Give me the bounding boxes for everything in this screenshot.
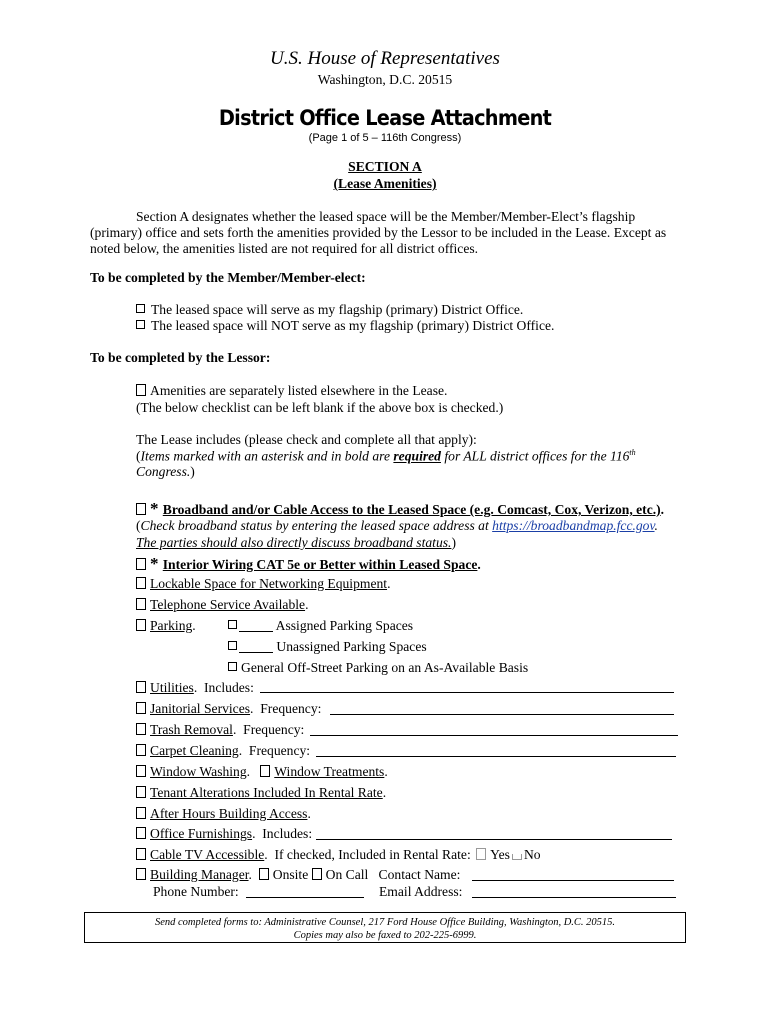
page-title: District Office Lease Attachment xyxy=(218,106,552,130)
item-after-hours[interactable]: After Hours Building Access. xyxy=(136,806,311,822)
org-name: U.S. House of Representatives xyxy=(270,48,500,69)
amenities-note: (The below checklist can be left blank if the above box is checked.) xyxy=(136,400,504,415)
carpet-frequency-field[interactable] xyxy=(316,756,676,757)
checkbox-icon[interactable] xyxy=(260,765,270,777)
parking-general[interactable]: General Off-Street Parking on an As-Available Basis xyxy=(228,660,528,676)
item-parking[interactable]: Parking. xyxy=(136,618,196,634)
checkbox-icon[interactable] xyxy=(136,827,146,839)
broadband-note: (Check broadband status by entering the leased space address at https://broadbandmap.fcc.gov. xyxy=(136,518,658,533)
asterisk-note: (Items marked with an asterisk and in bold are required for ALL district offices for the 116th xyxy=(136,448,636,464)
window-treatments-label: Window Treatments xyxy=(274,764,385,779)
no-checkbox-icon[interactable] xyxy=(512,854,522,860)
janitorial-frequency-field[interactable] xyxy=(330,714,674,715)
includes-line: The Lease includes (please check and complete all that apply): xyxy=(136,432,477,447)
checkbox-icon[interactable] xyxy=(136,619,146,631)
lessor-heading: To be completed by the Lessor: xyxy=(90,350,271,365)
checkbox-icon[interactable] xyxy=(136,786,146,798)
checkbox-icon[interactable] xyxy=(136,868,146,880)
checkbox-icon[interactable] xyxy=(136,807,146,819)
checkbox-icon[interactable] xyxy=(136,681,146,693)
checkbox-icon[interactable] xyxy=(228,641,237,650)
utilities-field[interactable] xyxy=(260,692,674,693)
item-utilities[interactable]: Utilities. Includes: xyxy=(136,680,254,696)
phone-number-field[interactable] xyxy=(246,897,364,898)
checkbox-icon[interactable] xyxy=(136,744,146,756)
section-subheading: (Lease Amenities) xyxy=(333,176,437,191)
checkbox-icon[interactable] xyxy=(136,848,146,860)
member-option-flagship[interactable]: The leased space will serve as my flagship (primary) District Office. xyxy=(136,302,523,318)
item-broadband[interactable]: * Broadband and/or Cable Access to the Leased Space (e.g. Comcast, Cox, Verizon, etc.). xyxy=(136,499,664,519)
checkbox-icon[interactable] xyxy=(136,577,146,589)
item-trash[interactable]: Trash Removal. Frequency: xyxy=(136,722,304,738)
parking-unassigned[interactable]: Unassigned Parking Spaces xyxy=(228,639,427,655)
item-window-washing[interactable]: Window Washing. Window Treatments. xyxy=(136,764,388,780)
footer-line-1: Send completed forms to: Administrative Counsel, 217 Ford House Office Building, Washington, D.C. 20515. xyxy=(154,917,616,928)
member-heading: To be completed by the Member/Member-elect: xyxy=(90,270,366,285)
item-building-manager[interactable]: Building Manager. Onsite On Call Contact Name: xyxy=(136,867,460,883)
intro-line-3: noted below, the amenities listed are not required for all district offices. xyxy=(90,241,479,256)
on-call-checkbox-icon[interactable] xyxy=(312,868,322,880)
broadband-note-2: The parties should also directly discuss broadband status.) xyxy=(136,535,456,550)
contact-name-field[interactable] xyxy=(472,880,674,881)
item-cable-tv[interactable]: Cable TV Accessible. If checked, Included in Rental Rate: Yes No xyxy=(136,847,541,863)
onsite-checkbox-icon[interactable] xyxy=(259,868,269,880)
furnishings-field[interactable] xyxy=(316,839,672,840)
broadband-map-link[interactable]: https://broadbandmap.fcc.gov xyxy=(492,518,655,533)
checkbox-icon[interactable] xyxy=(136,384,146,396)
item-tenant-alterations[interactable]: Tenant Alterations Included In Rental Rate. xyxy=(136,785,386,801)
item-janitorial[interactable]: Janitorial Services. Frequency: xyxy=(136,701,321,717)
item-furnishings[interactable]: Office Furnishings. Includes: xyxy=(136,826,312,842)
section-heading: SECTION A xyxy=(348,159,422,174)
checkbox-icon[interactable] xyxy=(136,702,146,714)
checkbox-icon[interactable] xyxy=(136,723,146,735)
email-address-field[interactable] xyxy=(472,897,676,898)
checkbox-icon[interactable] xyxy=(136,598,146,610)
checkbox-icon[interactable] xyxy=(136,304,145,313)
org-address: Washington, D.C. 20515 xyxy=(317,72,453,87)
intro-line-2: (primary) office and sets forth the amenities provided by the Lessor to be included in the Lease. Except as xyxy=(90,225,667,240)
checkbox-icon[interactable] xyxy=(228,620,237,629)
checkbox-icon[interactable] xyxy=(136,320,145,329)
asterisk-note-line2: Congress.) xyxy=(136,464,195,479)
email-address-label: Email Address: xyxy=(379,884,463,899)
page-subtitle: (Page 1 of 5 – 116th Congress) xyxy=(308,132,462,144)
member-option-not-flagship[interactable]: The leased space will NOT serve as my flagship (primary) District Office. xyxy=(136,318,554,334)
phone-number-label: Phone Number: xyxy=(153,884,239,899)
item-lockable[interactable]: Lockable Space for Networking Equipment. xyxy=(136,576,390,592)
checkbox-icon[interactable] xyxy=(136,558,146,570)
intro-line-1: Section A designates whether the leased space will be the Member/Member-Elect’s flagship xyxy=(136,209,636,224)
item-wiring[interactable]: * Interior Wiring CAT 5e or Better within Leased Space. xyxy=(136,554,481,574)
checkbox-icon[interactable] xyxy=(136,765,146,777)
item-carpet[interactable]: Carpet Cleaning. Frequency: xyxy=(136,743,310,759)
checkbox-icon[interactable] xyxy=(228,662,237,671)
trash-frequency-field[interactable] xyxy=(310,735,678,736)
footer-line-2: Copies may also be faxed to 202-225-6999. xyxy=(293,930,477,941)
item-telephone[interactable]: Telephone Service Available. xyxy=(136,597,308,613)
amenities-listed-option[interactable]: Amenities are separately listed elsewhere in the Lease. xyxy=(136,383,447,399)
assigned-count-field[interactable] xyxy=(239,631,273,632)
yes-checkbox-icon[interactable] xyxy=(476,848,486,860)
unassigned-count-field[interactable] xyxy=(239,652,273,653)
parking-assigned[interactable]: Assigned Parking Spaces xyxy=(228,618,413,634)
checkbox-icon[interactable] xyxy=(136,503,146,515)
